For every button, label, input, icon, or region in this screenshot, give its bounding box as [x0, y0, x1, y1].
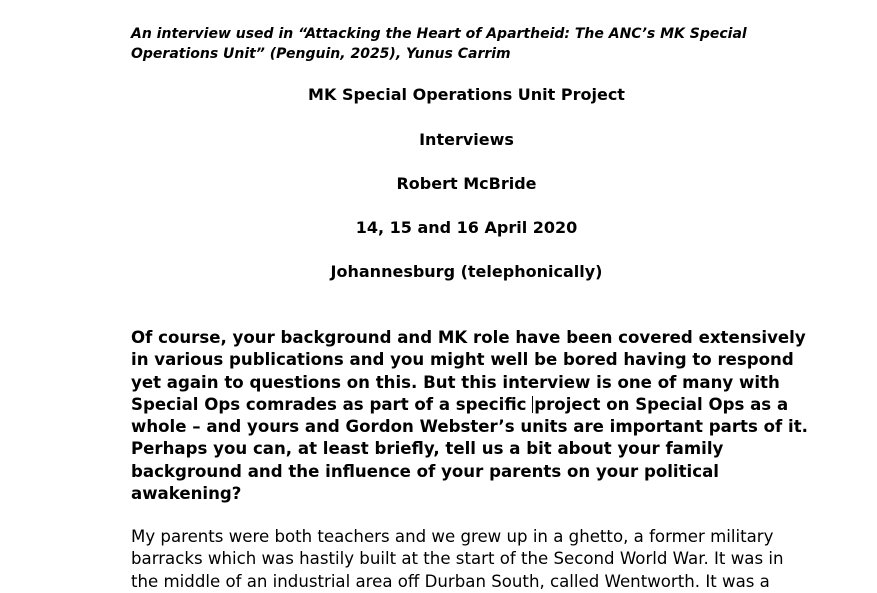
question-line	[131, 394, 831, 416]
question-line: in various publications and you might well be bored having to respond	[131, 350, 794, 370]
question-line: whole – and yours and Gordon Webster’s units are important parts of it.	[131, 417, 808, 437]
interviewee-name: Robert McBride	[396, 174, 537, 193]
answer-line: barracks which was hastily built at the start of the Second World War. It was in	[131, 549, 784, 569]
question-line-part: Special Ops comrades as part of a specific	[131, 394, 527, 414]
section-title: Interviews	[419, 130, 514, 149]
citation-note	[131, 24, 771, 64]
interview-answer	[131, 526, 831, 593]
interview-location: Johannesburg (telephonically)	[330, 262, 603, 281]
answer-line: the middle of an industrial area off Durban South, called Wentworth. It was a	[131, 571, 770, 591]
project-title: MK Special Operations Unit Project	[308, 85, 625, 104]
citation-line-1: An interview used in “Attacking the Heart of Apartheid: The ANC’s MK Special	[131, 26, 747, 42]
question-line: Perhaps you can, at least briefly, tell us a bit about your family	[131, 439, 724, 459]
interview-question	[131, 327, 831, 505]
question-line: background and the influence of your parents on your political	[131, 461, 719, 481]
question-line: Of course, your background and MK role have been covered extensively	[131, 328, 806, 347]
answer-line: My parents were both teachers and we grew up in a ghetto, a former military	[131, 527, 774, 546]
interview-dates: 14, 15 and 16 April 2020	[355, 218, 578, 237]
citation-line-2: Operations Unit” (Penguin, 2025), Yunus Carrim	[131, 46, 511, 62]
question-line: yet again to questions on this. But this interview is one of many with	[131, 372, 780, 392]
question-line-part: project on Special Ops as a	[534, 394, 789, 414]
question-line: awakening?	[131, 484, 242, 504]
